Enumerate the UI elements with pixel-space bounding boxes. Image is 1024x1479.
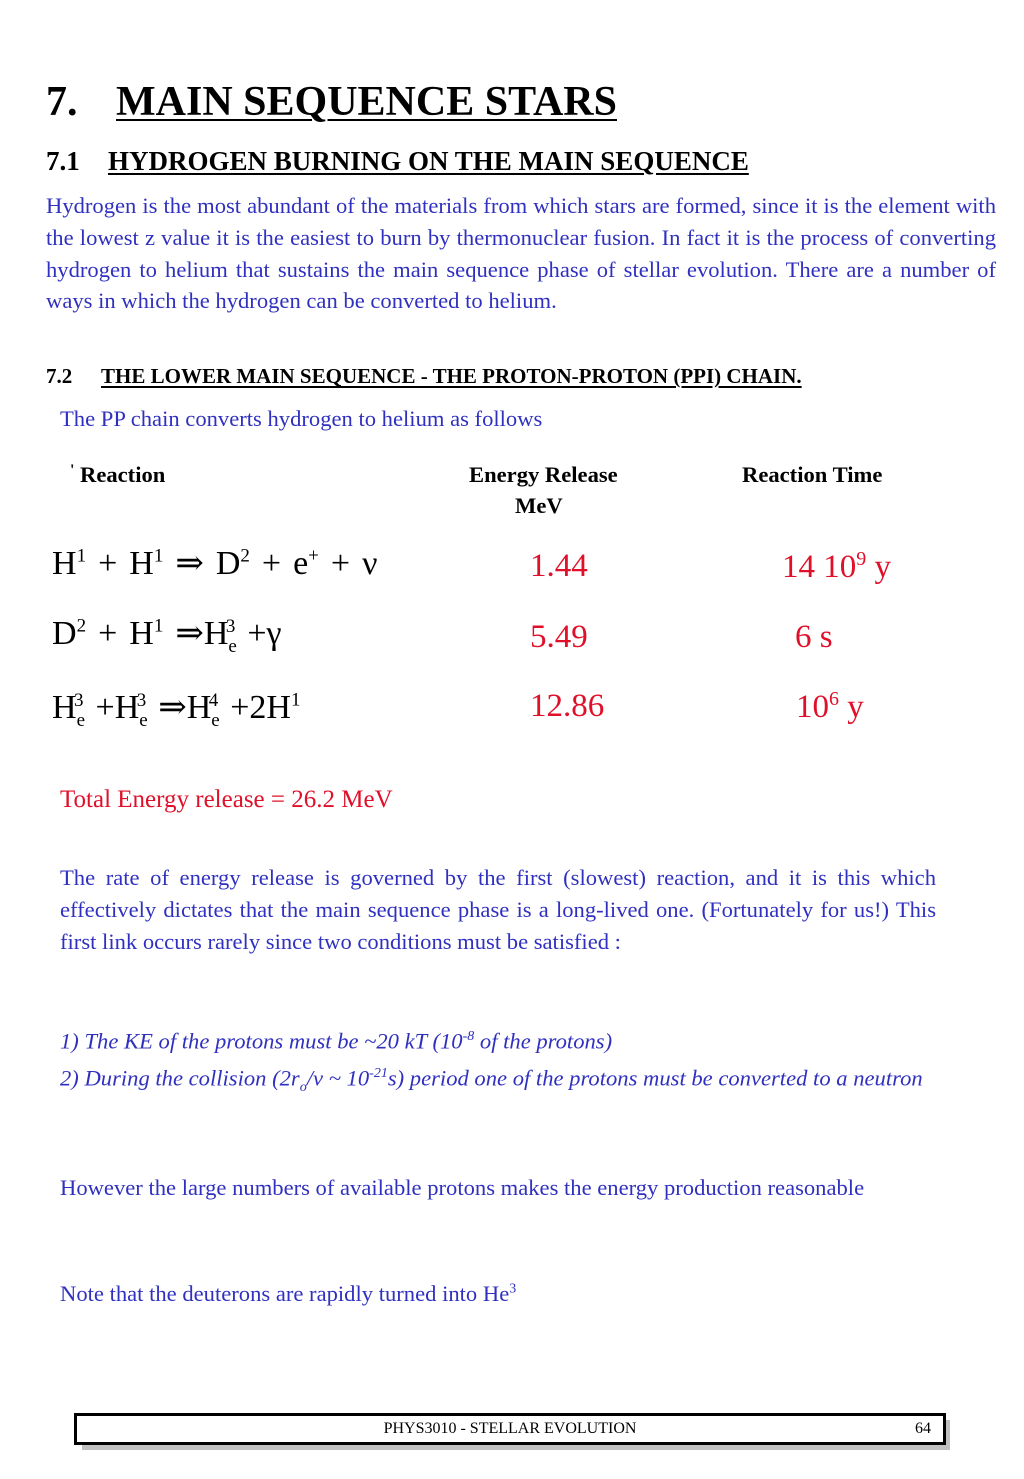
section-number: 7.1 (46, 146, 80, 176)
page-number: 64 (915, 1420, 931, 1437)
energy-value-2: 5.49 (530, 619, 588, 655)
conditions-list (60, 1021, 936, 1104)
deuteron-note: Note that the deuterons are rapidly turned into He$^3$ (60, 1281, 517, 1306)
footer-course-title: PHYS3010 - STELLAR EVOLUTION (383, 1420, 637, 1437)
section-number: 7.2 (46, 364, 73, 388)
page-footer (74, 1413, 946, 1445)
column-header-energy-unit: MeV (515, 493, 563, 518)
reaction-time-2: 6 s (795, 619, 833, 655)
column-header-time: Reaction Time (742, 462, 883, 487)
reaction-time-3: $10^6$ y (796, 688, 864, 725)
energy-value-3: 12.86 (530, 688, 605, 724)
energy-value-1: 1.44 (530, 548, 588, 584)
section-7-1-paragraph: Hydrogen is the most abundant of the materials from which stars are formed, since it is the element with the lowest z value it is the easiest to burn by thermonuclear fusion. In fact it is the process of converting hydrogen to helium that sustains the main sequence phase of stellar evolution. There are a number of ways in which the hydrogen can be converted to helium. (46, 193, 996, 314)
condition-1: 1) The KE of the protons must be ~20 kT ($10^{-8}$ of the protons) (60, 1028, 613, 1054)
reaction-time-1: 14 $10^9$ y (782, 548, 891, 585)
column-header-energy: Energy Release (469, 462, 618, 487)
total-energy-release: Total Energy release = 26.2 MeV (60, 786, 393, 813)
protons-paragraph: However the large numbers of available protons makes the energy production reasonable (60, 1175, 865, 1200)
chapter-title: MAIN SEQUENCE STARS (116, 79, 617, 125)
rate-paragraph: The rate of energy release is governed by the first (slowest) reaction, and it is this which effectively dictates that the main sequence phase is a long-lived one. (Fortunately for us!) This first link occurs rarely since two conditions must be satisfied : (60, 865, 936, 954)
chapter-number: 7. (46, 79, 78, 125)
pp-chain-intro: The PP chain converts hydrogen to helium as follows (60, 406, 543, 431)
condition-2: 2) During the collision ($2r_o/v$ ~ $10^{-21}s$) period one of the protons must be converted to a neutron (60, 1065, 923, 1095)
reaction-equation-1: $H^1 + H^1$ ⇒ $D^2 + e^+ + \nu$ (52, 545, 378, 582)
chapter-heading (46, 78, 617, 126)
section-title: HYDROGEN BURNING ON THE MAIN SEQUENCE (108, 146, 749, 176)
reaction-equation-2: $D^2 + H^1$ $\Rightarrow H_e^3 +\gamma$ (52, 615, 282, 657)
column-header-reaction: Reaction (80, 462, 166, 487)
section-title: THE LOWER MAIN SEQUENCE - THE PROTON-PROTON (PPI) CHAIN. (101, 364, 802, 388)
stray-mark: ' (70, 462, 75, 479)
reaction-equation-3: $H_e^3 +H_e^3$ $\Rightarrow H_e^4 +2H^1$ (52, 689, 301, 731)
section-7-1-heading (46, 146, 749, 177)
section-7-2-heading (46, 364, 802, 389)
